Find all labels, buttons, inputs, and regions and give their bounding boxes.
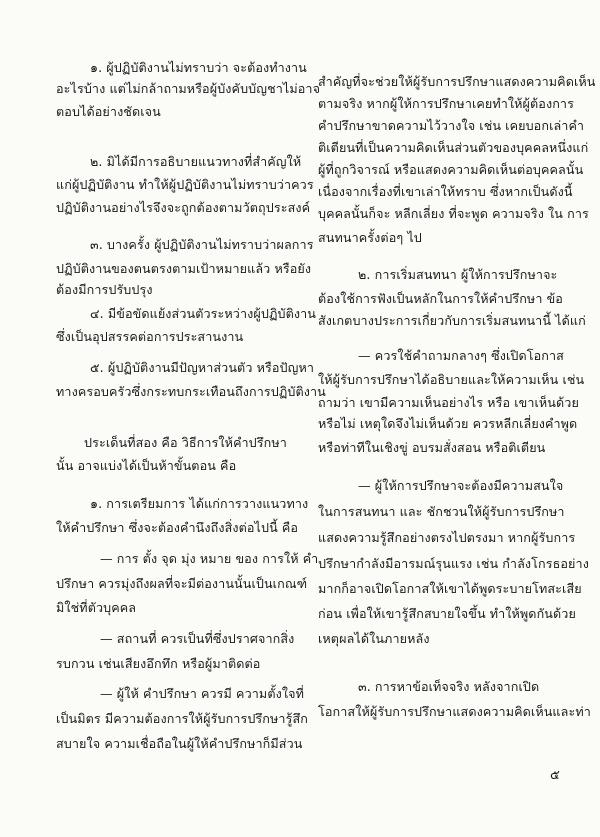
left-line-6: ปฏิบัติงานอย่างไรจึงจะถูกต้องตามวัตถุประสงค์	[56, 200, 311, 215]
left-line-10: ๔. มีข้อขัดแย้งส่วนตัวระหว่างผู้ปฏิบัติงาน	[90, 306, 317, 321]
page-number: ๕	[550, 768, 560, 783]
right-line-7: บุคคลนั้นก็จะ หลีกเลี่ยง ที่จะพูด ความจริง ใน การ	[318, 206, 589, 221]
right-line-21: มากก็อาจเปิดโอกาสให้เขาได้พูดระบายโทสะเสีย	[318, 581, 582, 596]
right-line-4: ติเตียนที่เป็นความคิดเห็นส่วนตัวของบุคคลหนึ่งแก่	[318, 140, 589, 155]
left-line-7: ๓. บางครั้ง ผู้ปฏิบัติงานไม่ทราบว่าผลการ	[90, 237, 314, 252]
left-line-1: ๑. ผู้ปฏิบัติงานไม่ทราบว่า จะต้องทำงาน	[90, 60, 307, 75]
left-line-11: ซึ่งเป็นอุปสรรคต่อการประสานงาน	[56, 329, 244, 344]
left-line-17: ให้คำปรึกษา ซึ่งจะต้องคำนึงถึงสิ่งต่อไปนี้ คือ	[56, 520, 299, 535]
left-line-9: ต้องมีการปรับปรุง	[56, 282, 153, 297]
left-line-21: — สถานที่ ควรเป็นที่ซึ่งปราศจากสิ่ง	[100, 631, 295, 646]
left-line-16: ๑. การเตรียมการ ได้แก่การวางแนวทาง	[90, 496, 309, 511]
right-line-25: โอกาสให้ผู้รับการปรึกษาแสดงความคิดเห็นและท่า	[318, 704, 591, 719]
left-line-8: ปฏิบัติงานของตนตรงตามเป้าหมายแล้ว หรือยัง	[56, 261, 312, 276]
left-line-13: ทางครอบครัวซึ่งกระทบกระเทือนถึงการปฏิบัติงาน	[56, 384, 326, 399]
right-line-16: หรือท่าทีในเชิงขู่ อบรมสั่งสอน หรือติเตียน	[318, 440, 546, 455]
right-line-19: แสดงความรู้สึกอย่างตรงไปตรงมา หากผู้รับการ	[318, 530, 576, 545]
left-line-15: นั้น อาจแบ่งได้เป็นห้าขั้นตอน คือ	[56, 458, 237, 473]
left-line-22: รบกวน เช่นเสียงอึกทึก หรือผู้มาติดต่อ	[56, 656, 261, 671]
left-line-4: ๒. มิได้มีการอธิบายแนวทางที่สำคัญให้	[90, 154, 302, 169]
right-line-14: ถามว่า เขามีความเห็นอย่างไร หรือ เขาเห็นด้วย	[318, 395, 579, 410]
right-line-2: ตามจริง หากผู้ให้การปรึกษาเคยทำให้ผู้ต้องการ	[318, 96, 574, 111]
left-line-14: ประเด็นที่สอง คือ วิธีการให้คำปรึกษา	[84, 435, 287, 450]
right-line-11: สังเกตบางประการเกี่ยวกับการเริ่มสนทนานี้ ได้แก่	[318, 313, 586, 328]
right-line-6: เนื่องจากเรื่องที่เขาเล่าให้ทราบ ซึ่งหากเป็นดังนี้	[318, 184, 573, 199]
left-line-19: ปรึกษา ควรมุ่งถึงผลที่จะมีต่องานนั้นเป็นเกณฑ์	[56, 576, 308, 591]
right-line-15: หรือไม่ เหตุใดจึงไม่เห็นด้วย ควรหลีกเลี่ยงคำพูด	[318, 416, 578, 431]
left-line-18: — การ ตั้ง จุด มุ่ง หมาย ของ การให้ คำ	[100, 551, 319, 566]
right-line-23: เหตุผลได้ในภายหลัง	[318, 631, 430, 646]
right-line-1: สำคัญที่จะช่วยให้ผู้รับการปรึกษาแสดงความคิดเห็น	[318, 74, 596, 89]
right-line-20: ปรึกษากำลังมีอารมณ์รุนแรง เช่น กำลังโกรธอย่าง	[318, 556, 589, 571]
right-line-10: ต้องใช้การฟังเป็นหลักในการให้คำปรึกษา ข้อ	[318, 291, 563, 306]
right-line-13: ให้ผู้รับการปรึกษาได้อธิบายและให้ความเห็น เช่น	[318, 372, 585, 387]
left-line-12: ๕. ผู้ปฏิบัติงานมีปัญหาส่วนตัว หรือปัญหา	[90, 360, 315, 375]
left-line-23: — ผู้ให้ คำปรึกษา ควรมี ความตั้งใจที่	[100, 686, 304, 701]
right-line-5: ผู้ที่ถูกวิจารณ์ หรือแสดงความคิดเห็นต่อบุคคลนั้น	[318, 162, 584, 177]
left-line-25: สบายใจ ความเชื่อถือในผู้ให้คำปรึกษาก็มีส่วน	[56, 736, 303, 751]
right-line-12: — ควรใช้คำถามกลางๆ ซึ่งเปิดโอกาส	[358, 348, 564, 363]
left-line-2: อะไรบ้าง แต่ไม่กล้าถามหรือผู้บังคับบัญชาไม่อาจ	[56, 81, 321, 96]
right-line-22: ก่อน เพื่อให้เขารู้สึกสบายใจขึ้น ทำให้พูดกันด้วย	[318, 606, 576, 621]
right-line-17: — ผู้ให้การปรึกษาจะต้องมีความสนใจ	[358, 478, 564, 493]
right-line-9: ๒. การเริ่มสนทนา ผู้ให้การปรึกษาจะ	[358, 267, 558, 282]
right-line-3: คำปรึกษาขาดความไว้วางใจ เช่น เคยบอกเล่าคำ	[318, 118, 585, 133]
right-line-18: ในการสนทนา และ ชักชวนให้ผู้รับการปรึกษา	[318, 504, 565, 519]
left-line-20: มิใช่ที่ตัวบุคคล	[56, 600, 137, 615]
left-line-5: แก่ผู้ปฏิบัติงาน ทำให้ผู้ปฏิบัติงานไม่ทราบว่าควร	[56, 177, 314, 192]
right-line-24: ๓. การหาข้อเท็จจริง หลังจากเปิด	[358, 679, 540, 694]
left-line-24: เป็นมิตร มีความต้องการให้ผู้รับการปรึกษารู้สึก	[56, 711, 308, 726]
right-line-8: สนทนาครั้งต่อๆ ไป	[318, 230, 422, 245]
left-line-3: ตอบได้อย่างชัดเจน	[56, 104, 161, 119]
